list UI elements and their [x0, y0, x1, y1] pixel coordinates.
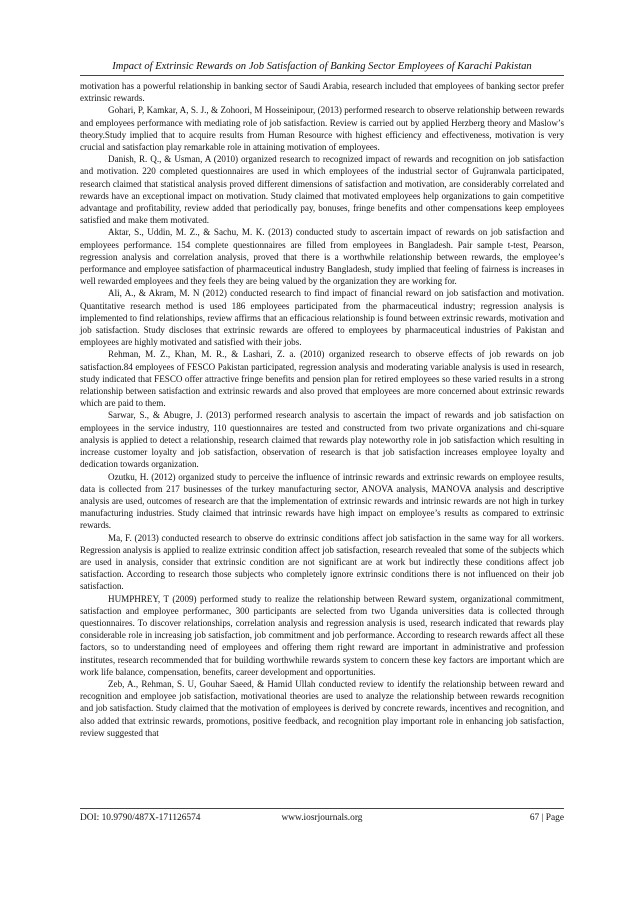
running-header: Impact of Extrinsic Rewards on Job Satisfaction of Banking Sector Employees of Karachi Pakistan	[112, 61, 532, 72]
paragraph-rehman: Rehman, M. Z., Khan, M. R., & Lashari, Z. a. (2010) organized research to observe effects of job rewards on job satisfaction.84 employees of FESCO Pakistan participated, regression analysis and moderating variable analysis is used in research, study indicated that FESCO offer attractive fringe benefits and pension plan for retired employees so these varied results in a strong relationship between satisfaction and extrinsic rewards and also proved that employees are more concerned about extrinsic rewards which are paid to them.	[80, 349, 564, 409]
paragraph-ali: Ali, A., & Akram, M. N (2012) conducted research to find impact of financial reward on job satisfaction and motivation. Quantitative research method is used 186 employees participated from the pharmaceutical industry; regression analysis is implemented to find relationships, review affirms that an efficacious relationship is found between extrinsic rewards, motivation and job satisfaction. Study discloses that extrinsic rewards are offered to employees by pharmaceutical industries of Pakistan and employees are highly motivated and satisfied with their jobs.	[80, 288, 564, 348]
paragraph-zeb: Zeb, A., Rehman, S. U, Gouhar Saeed, & Hamid Ullah conducted review to identify the relationship between reward and recognition and employee job satisfaction, motivational theories are used to analyze the relationship between rewards recognition and job satisfaction. Study claimed that the motivation of employees is derived by concrete rewards, incentives and recognition, and also added that extrinsic rewards, promotions, positive feedback, and recognition play important role in enhancing job satisfaction, review suggested that	[80, 678, 564, 738]
page-footer	[80, 811, 564, 825]
footer-website: www.iosrjournals.org	[281, 813, 363, 823]
paragraph-continuation: motivation has a powerful relationship in banking sector of Saudi Arabia, research included that employees of banking sector prefer extrinsic rewards.	[80, 81, 564, 104]
footer-page-number: 67 | Page	[529, 813, 564, 823]
article-body	[80, 80, 564, 739]
header-divider	[80, 75, 564, 76]
paragraph-danish: Danish, R. Q., & Usman, A (2010) organized research to recognized impact of rewards and recognition on job satisfaction and motivation. 220 completed questionnaires are used in which employees of the industrial sector of Gujranwala participated, research claimed that statistical analysis proved different dimensions of satisfaction and motivation, are considerably correlated and rewards have an exceptional impact on motivation. Study claimed that motivated employees help organizations to gain competitive advantage and profitability, review added that periodically pay, bonuses, fringe benefits and other compensations keep employees satisfied and make them motivated.	[80, 154, 564, 226]
footer-divider	[80, 808, 564, 809]
paragraph-humphrey: HUMPHREY, T (2009) performed study to realize the relationship between Reward system, organizational commitment, satisfaction and employee performanec, 300 participants are selected from two Uganda universities data is collected through questionnaires. To discover relationships, correlation analysis and regression analysis is used, research indicated that rewards play considerable role in increasing job satisfaction, job commitment and job performance. According to research rewards affect all these factors, so to understanding need of employees and offering them right reward are important in administrative and profession institutes, research recommended that for building worthwhile rewards system to concern these key factors are important which are work life balance, compensation, benefits, career development and opportunities.	[80, 593, 564, 677]
paragraph-sarwar: Sarwar, S., & Abugre, J. (2013) performed research analysis to ascertain the impact of rewards and job satisfaction on employees in the service industry, 110 questionnaires are tested and constructed from two private organizations and chi-square analysis is applied to detect a relationship, research claimed that rewards play noteworthy role in job satisfaction which resulting in increase customer loyalty and job satisfaction, observation of research is that job satisfaction increases employee loyalty and dedication towards organization.	[80, 410, 564, 470]
footer-doi: DOI: 10.9790/487X-171126574	[80, 813, 201, 823]
paragraph-ma: Ma, F. (2013) conducted research to observe do extrinsic conditions affect job satisfaction in the same way for all workers. Regression analysis is applied to realize extrinsic condition affect job satisfaction, research revealed that some of the subjects which are used in analysis, consider that extrinsic condition are not significant are at work but indirectly these conditions affect job satisfaction. According to research those subjects who completely ignore extrinsic conditions there is not influenced on their job satisfaction.	[80, 532, 564, 592]
paragraph-aktar: Aktar, S., Uddin, M. Z., & Sachu, M. K. (2013) conducted study to ascertain impact of rewards on job satisfaction and employees performance. 154 complete questionnaires are filled from employees in Bangladesh. Pair sample t-test, Pearson, regression analysis and correlation analysis, proved that there is a worthwhile relationship between rewards, the employee’s performance and employee satisfaction of pharmaceutical industry Bangladesh, study implied that feeling of fairness is increases in well rewarded employees and they feels they are being valued by the organization they are working for.	[80, 227, 564, 287]
paragraph-ozutku: Ozutku, H. (2012) organized study to perceive the influence of intrinsic rewards and extrinsic rewards on employee results, data is collected from 217 businesses of the turkey manufacturing sector, ANOVA analysis, MANOVA analysis and descriptive analysis are used, outcomes of research are that the implementation of extrinsic rewards and intrinsic rewards are not high in turkey manufacturing industries. Study claimed that intrinsic rewards have high impact on employee’s results as compared to extrinsic rewards.	[80, 471, 564, 531]
paragraph-gohari: Gohari, P, Kamkar, A, S. J., & Zohoori, M Hosseinipour, (2013) performed research to observe relationship between rewards and employees performance with mediating role of job satisfaction. Review is carried out by applied Herzberg theory and Maslow’s theory.Study implied that to acquire results from Human Resource with highest efficiency and effectiveness, motivation is very crucial and satisfaction play remarkable role in attaining motivation of employees.	[80, 105, 564, 153]
